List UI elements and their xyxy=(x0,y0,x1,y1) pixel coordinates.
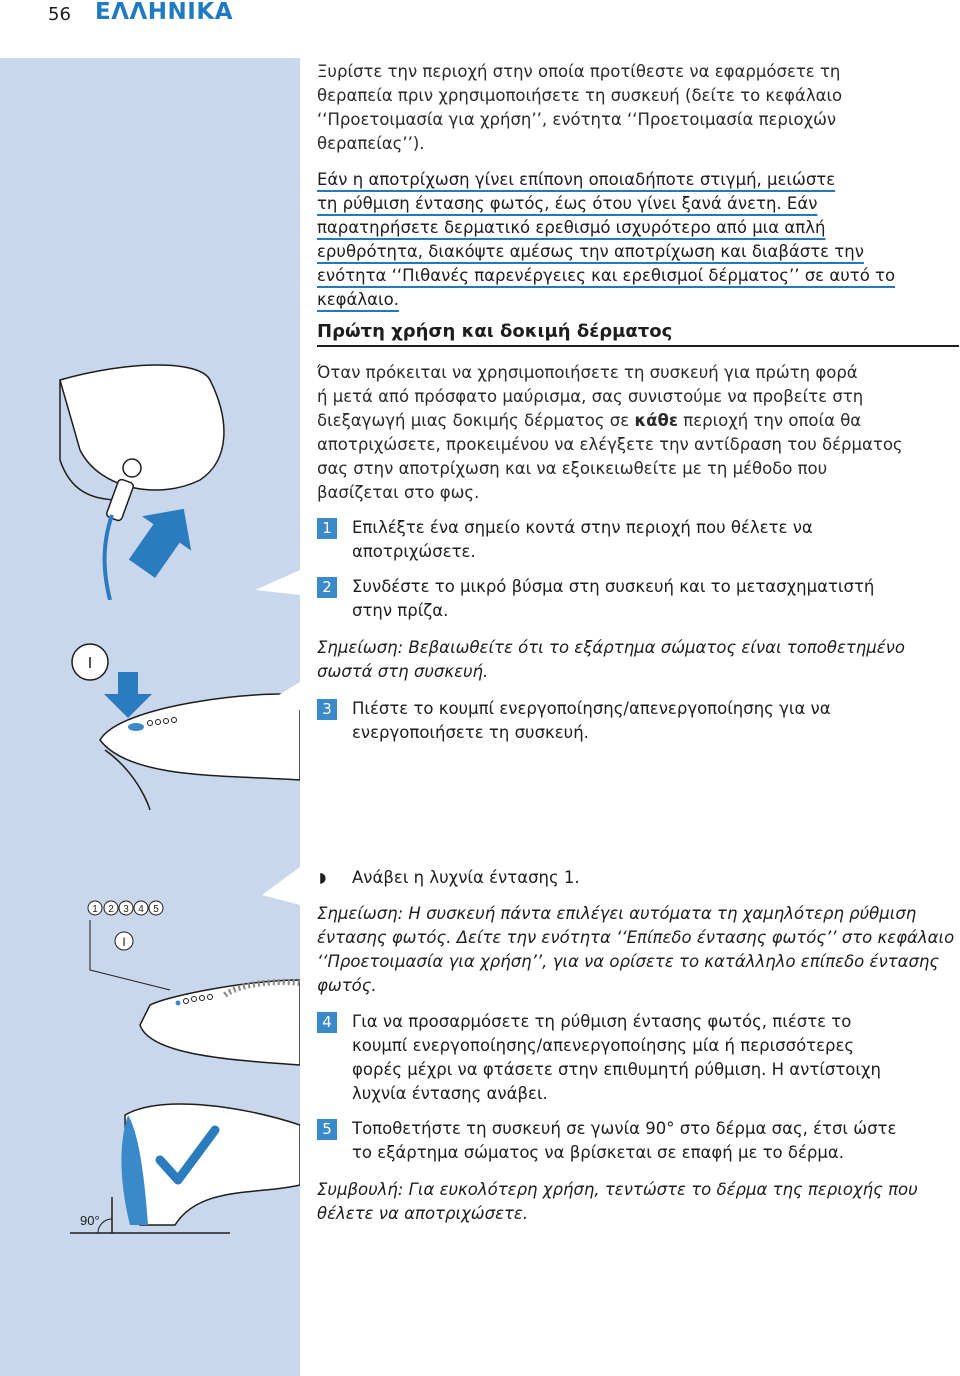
intro-line: Ξυρίστε την περιοχή στην οποία προτίθεστε να εφαρμόσετε τη xyxy=(317,62,841,81)
intro-line: ‘‘Προετοιμασία για χρήση’’, ενότητα ‘‘Προετοιμασία περιοχών xyxy=(317,110,837,129)
socket-icon xyxy=(123,459,141,477)
body-line: βασίζεται στο φως. xyxy=(317,483,480,502)
tip-line: θέλετε να αποτριχώσετε. xyxy=(317,1204,529,1223)
warning-line: παρατηρήσετε δερματικό ερεθισμό ισχυρότερο από μια απλή xyxy=(317,218,826,237)
note-2 xyxy=(317,902,957,998)
section-body xyxy=(317,361,957,505)
level-label: 1 xyxy=(92,904,98,915)
step-text: Επιλέξτε ένα σημείο κοντά στην περιοχή που θέλετε να xyxy=(352,518,813,537)
note-line: έντασης φωτός. Δείτε την ενότητα ‘‘Επίπεδο έντασης φωτός’’ στο κεφάλαιο xyxy=(317,928,955,947)
body-line: διεξαγωγή μιας δοκιμής δέρματος σε κάθε περιοχή την οποία θα xyxy=(317,411,862,430)
note-line: ‘‘Προετοιμασία για χρήση’’, για να ορίσετε το κατάλληλο επίπεδο έντασης xyxy=(317,952,940,971)
level-label: 5 xyxy=(153,904,159,915)
figure-intensity-lights xyxy=(0,855,300,1070)
intro-line: θεραπείας’’). xyxy=(317,134,425,153)
warning-line: ενότητα ‘‘Πιθανές παρενέργειες και ερεθισμοί δέρματος’’ σε αυτό το xyxy=(317,266,896,285)
tip xyxy=(317,1178,957,1226)
warning-line: ερυθρότητα, διακόψτε αμέσως την αποτρίχωση και διαβάστε την xyxy=(317,242,864,261)
warning-paragraph xyxy=(317,168,957,312)
body-line: σας στην αποτρίχωση και να εξοικειωθείτε με τη μέθοδο που xyxy=(317,459,828,478)
step-text: φορές μέχρι να φτάσετε στην επιθυμητή ρύθμιση. Η αντίστοιχη xyxy=(352,1060,881,1079)
step-text: αποτριχώσετε. xyxy=(352,542,476,561)
step-text: Τοποθετήστε τη συσκευή σε γωνία 90° στο δέρμα σας, έτσι ώστε xyxy=(352,1119,897,1138)
step-text: λυχνία έντασης ανάβει. xyxy=(352,1084,548,1103)
figure-power-button xyxy=(0,610,300,810)
note-line: Σημείωση: Βεβαιωθείτε ότι το εξάρτημα σώματος είναι τοποθετημένο xyxy=(317,638,905,657)
step-number: 1 xyxy=(317,518,337,539)
level-label: 2 xyxy=(108,904,114,915)
step-text: Για να προσαρμόσετε τη ρύθμιση έντασης φωτός, πιέστε το xyxy=(352,1012,852,1031)
level-label: 3 xyxy=(123,904,129,915)
note-1 xyxy=(317,636,957,684)
step-text: κουμπί ενεργοποίησης/απενεργοποίησης μία ή περισσότερες xyxy=(352,1036,855,1055)
warning-line: κεφάλαιο. xyxy=(317,290,399,309)
note-line: φωτός. xyxy=(317,976,377,995)
emphasis-word: κάθε xyxy=(634,411,679,430)
step-text: ενεργοποιήσετε τη συσκευή. xyxy=(352,723,589,742)
body-line: Όταν πρόκειται να χρησιμοποιήσετε τη συσκευή για πρώτη φορά xyxy=(317,363,858,382)
level-label: 4 xyxy=(138,904,144,915)
step-number: 3 xyxy=(317,699,337,720)
up-arrow-icon xyxy=(117,492,208,586)
note-line: σωστά στη συσκευή. xyxy=(317,662,489,681)
page-number: 56 xyxy=(48,4,71,25)
step-number: 2 xyxy=(317,577,337,598)
step-number: 4 xyxy=(317,1012,337,1033)
figure-plug-connection xyxy=(0,340,300,600)
result-text: Ανάβει η λυχνία έντασης 1. xyxy=(352,868,580,887)
step-text: το εξάρτημα σώματος να βρίσκεται σε επαφή με το δέρμα. xyxy=(352,1143,845,1162)
warning-line: τη ρύθμιση έντασης φωτός, έως ότου γίνει ξανά άνετη. Εάν xyxy=(317,194,818,213)
svg-text:I: I xyxy=(87,655,93,672)
body-line: αποτριχώσετε, προκειμένου να ελέγξετε την αντίδραση του δέρματος xyxy=(317,435,903,454)
intro-paragraph xyxy=(317,60,957,156)
figure-angle-90 xyxy=(0,1075,300,1245)
svg-text:I: I xyxy=(122,935,126,949)
body-line: ή μετά από πρόσφατο μαύρισμα, σας συνιστούμε να προβείτε στη xyxy=(317,387,864,406)
step-number: 5 xyxy=(317,1119,337,1140)
tip-line: Συμβουλή: Για ευκολότερη χρήση, τεντώστε το δέρμα της περιοχής που xyxy=(317,1180,918,1199)
note-line: Σημείωση: Η συσκευή πάντα επιλέγει αυτόματα τη χαμηλότερη ρύθμιση xyxy=(317,904,917,923)
intro-line: θεραπεία πριν χρησιμοποιήσετε τη συσκευή (δείτε το κεφάλαιο xyxy=(317,86,843,105)
step-text: Συνδέστε το μικρό βύσμα στη συσκευή και το μετασχηματιστή xyxy=(352,577,875,596)
section-title: Πρώτη χρήση και δοκιμή δέρματος xyxy=(317,321,959,347)
warning-line: Εάν η αποτρίχωση γίνει επίπονη οποιαδήποτε στιγμή, μειώστε xyxy=(317,170,836,189)
down-arrow-icon xyxy=(104,672,152,718)
step-text: στην πρίζα. xyxy=(352,601,449,620)
angle-label: 90° xyxy=(80,1213,100,1228)
step-text: Πιέστε το κουμπί ενεργοποίησης/απενεργοποίησης για να xyxy=(352,699,831,718)
language-heading: ΕΛΛΗΝΙΚΑ xyxy=(95,0,233,25)
result-bullet-icon: ◗ xyxy=(319,870,327,886)
